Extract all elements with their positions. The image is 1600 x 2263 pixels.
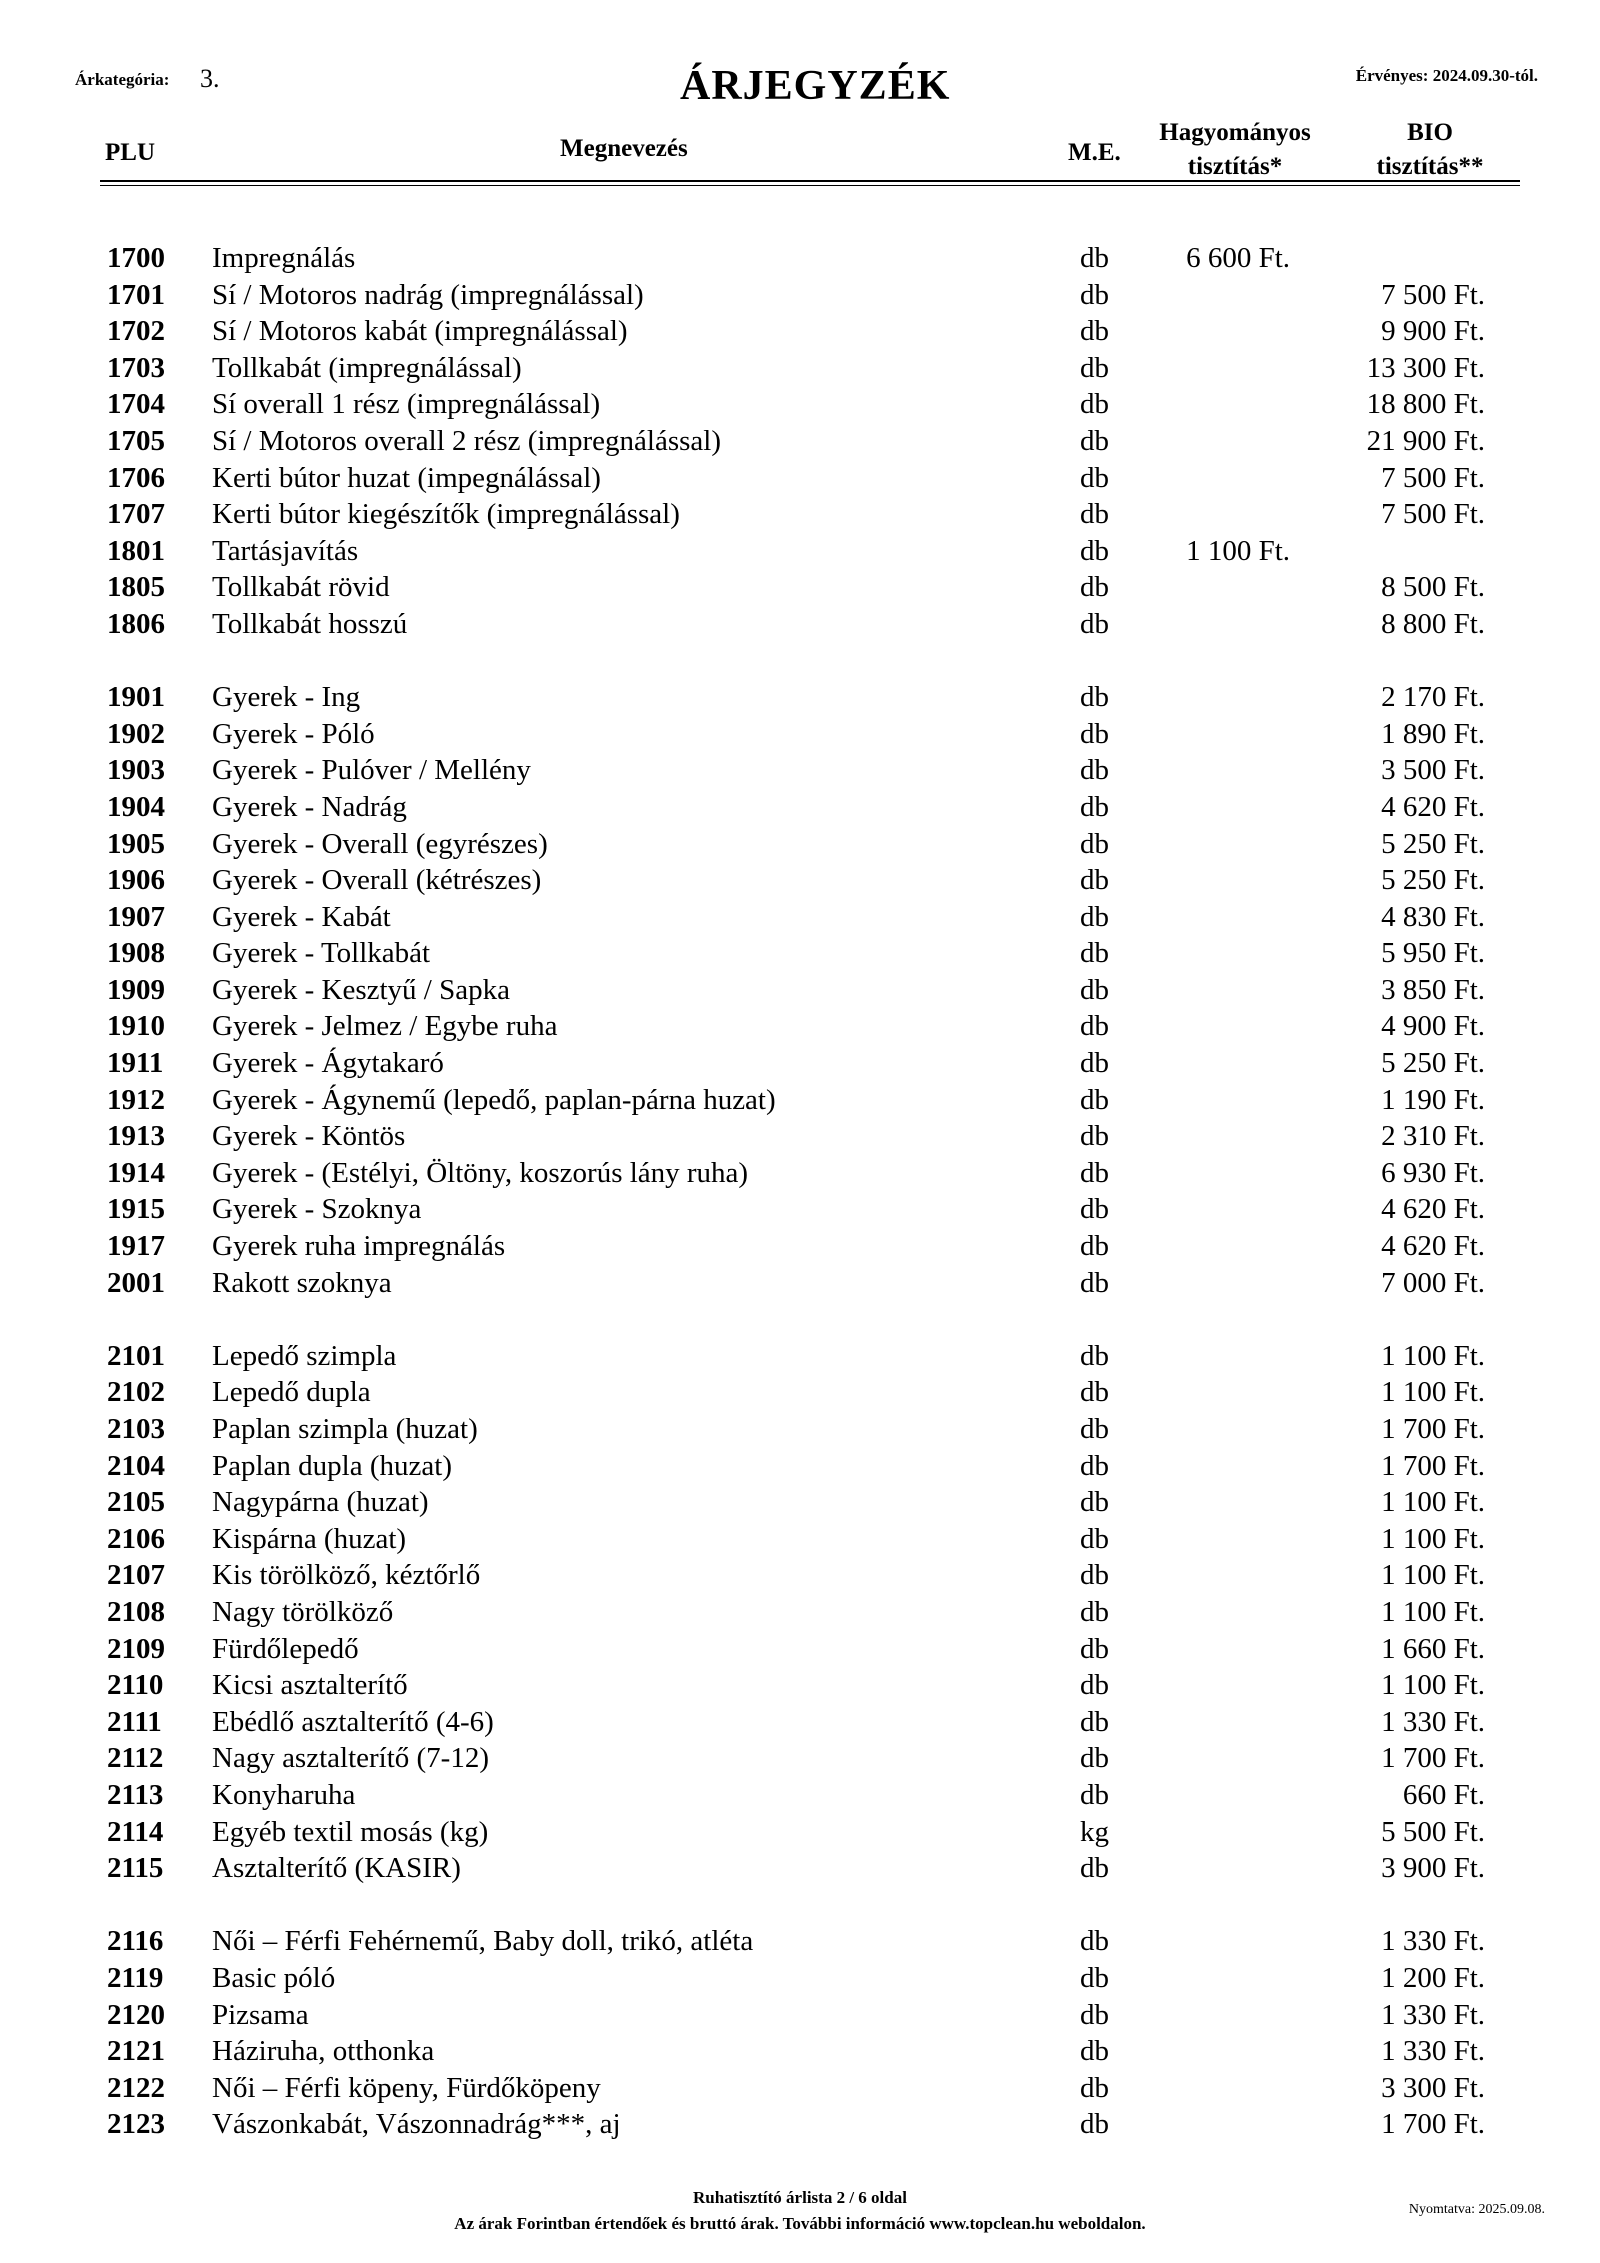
plu-cell: 2111 (107, 1705, 162, 1738)
bio-price-cell: 3 300 Ft. (1381, 2071, 1485, 2104)
bio-price-cell: 8 800 Ft. (1381, 607, 1485, 640)
unit-cell: db (1080, 1156, 1109, 1189)
item-name-cell: Nagy asztalterítő (7-12) (212, 1742, 490, 1775)
item-name-cell: Gyerek - Pulóver / Mellény (212, 754, 531, 787)
item-name-cell: Gyerek - Ágytakaró (212, 1047, 444, 1080)
unit-cell: db (1080, 571, 1109, 604)
unit-cell: db (1080, 2108, 1109, 2141)
table-row (0, 1557, 1600, 1594)
bio-price-cell: 6 930 Ft. (1381, 1156, 1485, 1189)
bio-price-cell: 1 100 Ft. (1381, 1559, 1485, 1592)
footer-note: Az árak Forintban értendőek és bruttó árak. További információ www.topclean.hu weboldalon. (454, 2214, 1146, 2233)
unit-cell: db (1080, 278, 1109, 311)
plu-cell: 2107 (107, 1559, 165, 1592)
plu-cell: 1917 (107, 1230, 165, 1263)
item-name-cell: Gyerek - Overall (egyrészes) (212, 827, 548, 860)
plu-cell: 2001 (107, 1266, 165, 1299)
bio-price-cell: 660 Ft. (1402, 1778, 1485, 1811)
unit-cell: db (1080, 607, 1109, 640)
plu-cell: 2103 (107, 1413, 165, 1445)
table-row (0, 716, 1600, 753)
plu-cell: 1806 (107, 607, 165, 640)
item-name-cell: Fürdőlepedő (212, 1632, 359, 1665)
item-name-cell: Nagypárna (huzat) (212, 1486, 429, 1519)
plu-cell: 2106 (107, 1522, 165, 1555)
table-row (0, 606, 1600, 643)
plu-cell: 2113 (107, 1778, 164, 1811)
table-row (0, 1814, 1600, 1851)
plu-cell: 2116 (107, 1925, 164, 1958)
table-row (0, 1667, 1600, 1704)
plu-cell: 1901 (107, 681, 165, 714)
unit-cell: db (1080, 1742, 1109, 1775)
plu-cell: 2114 (107, 1815, 164, 1848)
unit-cell: db (1080, 1998, 1109, 2031)
bio-price-cell: 7 500 Ft. (1381, 278, 1485, 311)
column-header-traditional-line1: Hagyományos (1159, 119, 1311, 146)
bio-price-cell: 1 330 Ft. (1381, 1705, 1485, 1738)
table-row (0, 460, 1600, 497)
item-name-cell: Impregnálás (212, 242, 356, 274)
item-name-cell: Sí / Motoros overall 2 rész (impregnálással) (212, 424, 721, 457)
bio-price-cell: 4 620 Ft. (1381, 790, 1485, 823)
plu-cell: 2120 (107, 1998, 165, 2031)
bio-price-cell: 1 200 Ft. (1381, 1961, 1485, 1994)
unit-cell: db (1080, 1339, 1109, 1372)
table-row (0, 1484, 1600, 1521)
column-header-plu: PLU (105, 139, 155, 166)
table-row (0, 826, 1600, 863)
table-row (0, 1521, 1600, 1558)
unit-cell: db (1080, 1595, 1109, 1628)
plu-cell: 2122 (107, 2071, 165, 2104)
plu-cell: 2109 (107, 1632, 165, 1665)
bio-price-cell: 2 170 Ft. (1381, 681, 1485, 714)
unit-cell: db (1080, 2071, 1109, 2104)
item-name-cell: Tollkabát (impregnálással) (212, 351, 522, 384)
bio-price-cell: 7 500 Ft. (1381, 461, 1485, 494)
unit-cell: db (1080, 1010, 1109, 1043)
table-row (0, 2106, 1600, 2143)
item-name-cell: Sí / Motoros kabát (impregnálással) (212, 315, 628, 348)
table-row (0, 1411, 1600, 1448)
bio-price-cell: 5 950 Ft. (1381, 937, 1485, 970)
item-name-cell: Lepedő szimpla (212, 1339, 397, 1372)
bio-price-cell: 1 100 Ft. (1381, 1669, 1485, 1702)
table-row (0, 1850, 1600, 1887)
plu-cell: 2104 (107, 1449, 165, 1482)
item-name-cell: Gyerek - Kesztyű / Sapka (212, 973, 510, 1006)
plu-cell: 2110 (107, 1669, 164, 1702)
table-row (0, 789, 1600, 826)
item-name-cell: Kispárna (huzat) (212, 1522, 407, 1555)
bio-price-cell: 1 100 Ft. (1381, 1339, 1485, 1372)
plu-cell: 2119 (107, 1961, 164, 1994)
item-name-cell: Paplan dupla (huzat) (212, 1449, 452, 1482)
bio-price-cell: 1 700 Ft. (1381, 2108, 1485, 2141)
valid-from-date: Érvényes: 2024.09.30-tól. (1355, 66, 1538, 85)
table-row (0, 1594, 1600, 1631)
unit-cell: db (1080, 1852, 1109, 1885)
bio-price-cell: 21 900 Ft. (1366, 424, 1485, 457)
item-name-cell: Tollkabát hosszú (212, 607, 408, 640)
bio-price-cell: 1 890 Ft. (1381, 717, 1485, 750)
column-header-traditional-line2: tisztítás* (1187, 153, 1283, 180)
table-row (0, 2070, 1600, 2107)
plu-cell: 1706 (107, 461, 165, 494)
bio-price-cell: 5 500 Ft. (1381, 1815, 1485, 1848)
item-name-cell: Egyéb textil mosás (kg) (212, 1815, 489, 1848)
unit-cell: db (1080, 1413, 1109, 1445)
unit-cell: db (1080, 498, 1109, 531)
unit-cell: db (1080, 1925, 1109, 1958)
item-name-cell: Ebédlő asztalterítő (4-6) (212, 1705, 494, 1738)
item-name-cell: Sí / Motoros nadrág (impregnálással) (212, 278, 644, 311)
table-row (0, 423, 1600, 460)
item-name-cell: Vászonkabát, Vászonnadrág***, aj (212, 2108, 621, 2141)
unit-cell: db (1080, 681, 1109, 714)
unit-cell: db (1080, 1266, 1109, 1299)
unit-cell: db (1080, 1120, 1109, 1153)
bio-price-cell: 3 500 Ft. (1381, 754, 1485, 787)
traditional-price-cell: 1 100 Ft. (1186, 534, 1290, 567)
table-row (0, 752, 1600, 789)
bio-price-cell: 7 500 Ft. (1381, 498, 1485, 531)
column-header-bio-line1: BIO (1407, 119, 1453, 146)
table-row (0, 1008, 1600, 1045)
bio-price-cell: 5 250 Ft. (1381, 864, 1485, 897)
plu-cell: 1805 (107, 571, 165, 604)
footer-page-info: Ruhatisztító árlista 2 / 6 oldal (693, 2188, 907, 2207)
unit-cell: db (1080, 1230, 1109, 1263)
item-name-cell: Kerti bútor kiegészítők (impregnálással) (212, 498, 680, 531)
plu-cell: 1700 (107, 242, 165, 274)
column-header-name: Megnevezés (560, 135, 688, 162)
item-name-cell: Kicsi asztalterítő (212, 1669, 408, 1702)
unit-cell: db (1080, 1083, 1109, 1116)
item-name-cell: Pizsama (212, 1998, 309, 2031)
table-row (0, 1082, 1600, 1119)
item-name-cell: Gyerek - Overall (kétrészes) (212, 864, 542, 897)
bio-price-cell: 1 190 Ft. (1381, 1083, 1485, 1116)
plu-cell: 1909 (107, 973, 165, 1006)
item-name-cell: Női – Férfi köpeny, Fürdőköpeny (212, 2071, 601, 2104)
item-name-cell: Gyerek - Kabát (212, 900, 391, 933)
item-name-cell: Paplan szimpla (huzat) (212, 1413, 478, 1445)
table-row (0, 1777, 1600, 1814)
bio-price-cell: 9 900 Ft. (1381, 315, 1485, 348)
unit-cell: db (1080, 1449, 1109, 1482)
unit-cell: db (1080, 1559, 1109, 1592)
bio-price-cell: 4 900 Ft. (1381, 1010, 1485, 1043)
table-row (0, 313, 1600, 350)
bio-price-cell: 1 700 Ft. (1381, 1449, 1485, 1482)
table-row (0, 1155, 1600, 1192)
item-name-cell: Kis törölköző, kéztőrlő (212, 1559, 481, 1592)
table-row (0, 2033, 1600, 2070)
table-row (0, 1338, 1600, 1375)
unit-cell: db (1080, 864, 1109, 897)
plu-cell: 1705 (107, 424, 165, 457)
unit-cell: db (1080, 351, 1109, 384)
unit-cell: kg (1080, 1815, 1109, 1848)
unit-cell: db (1080, 1376, 1109, 1409)
bio-price-cell: 1 330 Ft. (1381, 1925, 1485, 1958)
unit-cell: db (1080, 1961, 1109, 1994)
unit-cell: db (1080, 242, 1109, 274)
plu-cell: 1907 (107, 900, 165, 933)
bio-price-cell: 3 850 Ft. (1381, 973, 1485, 1006)
unit-cell: db (1080, 388, 1109, 421)
item-name-cell: Gyerek - Köntös (212, 1120, 406, 1153)
item-name-cell: Gyerek - Szoknya (212, 1193, 422, 1226)
plu-cell: 2105 (107, 1486, 165, 1519)
table-row (0, 386, 1600, 423)
table-row (0, 1265, 1600, 1302)
item-name-cell: Gyerek - Ágynemű (lepedő, paplan-párna huzat) (212, 1083, 776, 1116)
table-row (0, 1923, 1600, 1960)
price-category-value: 3. (200, 64, 220, 93)
unit-cell: db (1080, 900, 1109, 933)
column-header-traditional (1140, 116, 1330, 184)
table-row (0, 1374, 1600, 1411)
header-rule-thick (100, 180, 1520, 182)
item-name-cell: Női – Férfi Fehérnemű, Baby doll, trikó, atléta (212, 1925, 754, 1958)
column-header-bio-line2: tisztítás** (1376, 153, 1484, 180)
item-name-cell: Gyerek - Tollkabát (212, 937, 431, 970)
bio-price-cell: 1 700 Ft. (1381, 1742, 1485, 1775)
printed-date: Nyomtatva: 2025.09.08. (1408, 2202, 1545, 2217)
plu-cell: 1703 (107, 351, 165, 384)
table-row (0, 935, 1600, 972)
item-name-cell: Asztalterítő (KASIR) (212, 1852, 461, 1885)
table-row (0, 1631, 1600, 1668)
plu-cell: 1707 (107, 498, 165, 531)
item-name-cell: Tartásjavítás (212, 534, 359, 567)
bio-price-cell: 4 620 Ft. (1381, 1230, 1485, 1263)
bio-price-cell: 1 700 Ft. (1381, 1413, 1485, 1445)
plu-cell: 2123 (107, 2108, 165, 2141)
bio-price-cell: 1 100 Ft. (1381, 1522, 1485, 1555)
plu-cell: 1911 (107, 1047, 164, 1080)
unit-cell: db (1080, 754, 1109, 787)
table-row (0, 496, 1600, 533)
plu-cell: 2108 (107, 1595, 165, 1628)
bio-price-cell: 1 100 Ft. (1381, 1595, 1485, 1628)
unit-cell: db (1080, 1705, 1109, 1738)
table-row (0, 240, 1600, 277)
unit-cell: db (1080, 1522, 1109, 1555)
unit-cell: db (1080, 2035, 1109, 2068)
price-table (0, 240, 1600, 2143)
unit-cell: db (1080, 1778, 1109, 1811)
plu-cell: 1910 (107, 1010, 165, 1043)
plu-cell: 1903 (107, 754, 165, 787)
unit-cell: db (1080, 1193, 1109, 1226)
unit-cell: db (1080, 717, 1109, 750)
unit-cell: db (1080, 1669, 1109, 1702)
bio-price-cell: 7 000 Ft. (1381, 1266, 1485, 1299)
column-header-unit: M.E. (1068, 139, 1121, 166)
table-row (0, 1448, 1600, 1485)
table-row (0, 533, 1600, 570)
item-name-cell: Tollkabát rövid (212, 571, 390, 604)
bio-price-cell: 1 330 Ft. (1381, 2035, 1485, 2068)
plu-cell: 1914 (107, 1156, 165, 1189)
unit-cell: db (1080, 1047, 1109, 1080)
bio-price-cell: 1 100 Ft. (1381, 1376, 1485, 1409)
plu-cell: 1905 (107, 827, 165, 860)
plu-cell: 1704 (107, 388, 165, 421)
item-name-cell: Rakott szoknya (212, 1266, 392, 1299)
unit-cell: db (1080, 1486, 1109, 1519)
unit-cell: db (1080, 1632, 1109, 1665)
plu-cell: 2121 (107, 2035, 165, 2068)
plu-cell: 1912 (107, 1083, 165, 1116)
item-name-cell: Háziruha, otthonka (212, 2035, 435, 2068)
table-row (0, 569, 1600, 606)
bio-price-cell: 13 300 Ft. (1366, 351, 1485, 384)
bio-price-cell: 1 100 Ft. (1381, 1486, 1485, 1519)
item-name-cell: Lepedő dupla (212, 1376, 371, 1409)
bio-price-cell: 18 800 Ft. (1366, 388, 1485, 421)
item-name-cell: Konyharuha (212, 1778, 356, 1811)
plu-cell: 1904 (107, 790, 165, 823)
table-row (0, 862, 1600, 899)
bio-price-cell: 4 620 Ft. (1381, 1193, 1485, 1226)
table-row (0, 1997, 1600, 2034)
item-name-cell: Gyerek - Nadrág (212, 790, 407, 823)
header-rule-thin (100, 185, 1520, 186)
plu-cell: 1908 (107, 937, 165, 970)
bio-price-cell: 5 250 Ft. (1381, 827, 1485, 860)
unit-cell: db (1080, 461, 1109, 494)
table-row (0, 899, 1600, 936)
item-name-cell: Gyerek - Ing (212, 681, 361, 714)
bio-price-cell: 2 310 Ft. (1381, 1120, 1485, 1153)
table-row (0, 1960, 1600, 1997)
plu-cell: 2115 (107, 1852, 164, 1885)
plu-cell: 1906 (107, 864, 165, 897)
item-name-cell: Nagy törölköző (212, 1595, 394, 1628)
table-row (0, 972, 1600, 1009)
table-row (0, 277, 1600, 314)
table-row (0, 679, 1600, 716)
bio-price-cell: 8 500 Ft. (1381, 571, 1485, 604)
plu-cell: 1801 (107, 534, 165, 567)
table-row (0, 1045, 1600, 1082)
bio-price-cell: 4 830 Ft. (1381, 900, 1485, 933)
bio-price-cell: 1 330 Ft. (1381, 1998, 1485, 2031)
page-title: ÁRJEGYZÉK (680, 63, 951, 109)
item-name-cell: Sí overall 1 rész (impregnálással) (212, 388, 601, 421)
plu-cell: 1701 (107, 278, 165, 311)
item-name-cell: Gyerek - Póló (212, 717, 375, 750)
unit-cell: db (1080, 973, 1109, 1006)
item-name-cell: Kerti bútor huzat (impegnálással) (212, 461, 601, 494)
column-header-bio (1350, 116, 1510, 184)
table-row (0, 1118, 1600, 1155)
unit-cell: db (1080, 424, 1109, 457)
unit-cell: db (1080, 827, 1109, 860)
plu-cell: 2112 (107, 1742, 164, 1775)
plu-cell: 2102 (107, 1376, 165, 1409)
price-category-label: Árkategória: (75, 70, 170, 89)
item-name-cell: Gyerek - (Estélyi, Öltöny, koszorús lány ruha) (212, 1156, 749, 1189)
table-row (0, 1191, 1600, 1228)
item-name-cell: Gyerek - Jelmez / Egybe ruha (212, 1010, 558, 1043)
unit-cell: db (1080, 534, 1109, 567)
table-row (0, 1740, 1600, 1777)
table-row (0, 1704, 1600, 1741)
plu-cell: 1913 (107, 1120, 165, 1153)
plu-cell: 1702 (107, 315, 165, 348)
traditional-price-cell: 6 600 Ft. (1186, 242, 1290, 274)
plu-cell: 2101 (107, 1339, 165, 1372)
unit-cell: db (1080, 315, 1109, 348)
plu-cell: 1915 (107, 1193, 165, 1226)
table-row (0, 1228, 1600, 1265)
bio-price-cell: 5 250 Ft. (1381, 1047, 1485, 1080)
plu-cell: 1902 (107, 717, 165, 750)
item-name-cell: Gyerek ruha impregnálás (212, 1230, 506, 1263)
bio-price-cell: 3 900 Ft. (1381, 1852, 1485, 1885)
unit-cell: db (1080, 937, 1109, 970)
bio-price-cell: 1 660 Ft. (1381, 1632, 1485, 1665)
item-name-cell: Basic póló (212, 1961, 336, 1994)
unit-cell: db (1080, 790, 1109, 823)
table-row (0, 350, 1600, 387)
